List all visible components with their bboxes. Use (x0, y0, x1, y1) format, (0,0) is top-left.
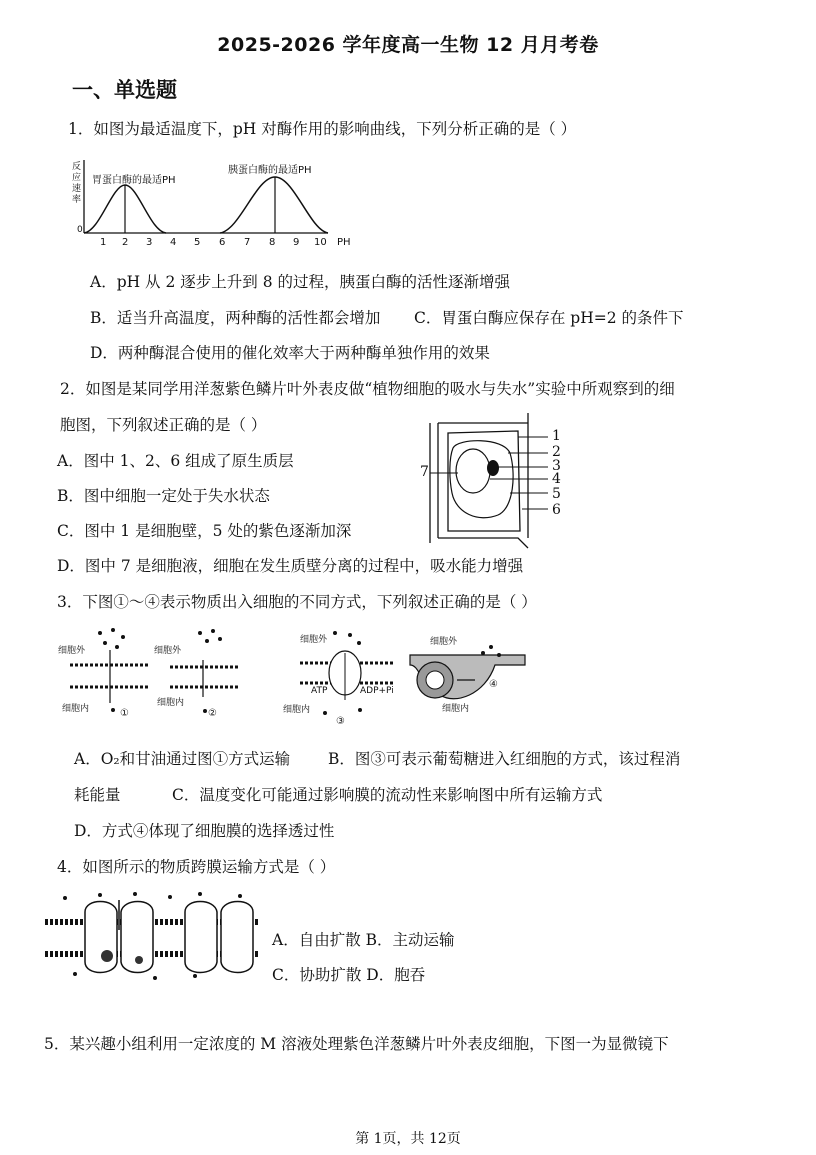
q1-tick-6: 6 (219, 237, 226, 248)
q5-stem: 5．某兴趣小组利用一定浓度的 M 溶液处理紫色洋葱鳞片叶外表皮细胞，下图一为显微镜下 (44, 1035, 669, 1053)
q1-origin: 0 (77, 225, 83, 235)
q4-options-cd: C．协助扩散 D．胞吞 (272, 966, 426, 984)
q1-tick-1: 1 (100, 237, 107, 248)
page-footer: 第 1页，共 12页 (355, 1131, 461, 1147)
q1-option-a: A．pH 从 2 逐步上升到 8 的过程，胰蛋白酶的活性逐渐增强 (90, 273, 510, 291)
q3-atp: ATP (311, 686, 328, 696)
q2-label-2: 2 (552, 444, 561, 460)
q3-option-b-line1: B．图③可表示葡萄糖进入红细胞的方式，该过程消 (328, 750, 681, 768)
q2-label-4: 4 (552, 471, 561, 487)
q2-plant-cell-figure (418, 413, 588, 548)
q1-ph-chart (60, 155, 360, 250)
q3-option-b-line2: 耗能量 (74, 786, 121, 804)
q3-inside-2: 细胞内 (157, 698, 185, 708)
q3-outside-3: 细胞外 (300, 635, 328, 645)
q1-y-label: 反 应 速 率 (72, 162, 82, 205)
q1-peak2-label: 胰蛋白酶的最适PH (228, 165, 312, 176)
q4-stem: 4．如图所示的物质跨膜运输方式是（ ） (57, 858, 336, 876)
q1-tick-8: 8 (269, 237, 276, 248)
q3-outside-2: 细胞外 (154, 646, 182, 656)
q2-stem-line1: 2．如图是某同学用洋葱紫色鳞片叶外表皮做“植物细胞的吸水与失水”实验中所观察到的细 (60, 380, 675, 398)
q3-outside-4: 细胞外 (430, 637, 458, 647)
q2-label-6: 6 (552, 502, 561, 518)
q1-tick-2: 2 (122, 237, 129, 248)
q2-option-a: A．图中 1、2、6 组成了原生质层 (57, 452, 294, 470)
q2-label-3: 3 (552, 458, 561, 474)
q1-tick-4: 4 (170, 237, 177, 248)
q2-label-5: 5 (552, 486, 561, 502)
q2-stem-line2: 胞图，下列叙述正确的是（ ） (60, 416, 267, 434)
q3-stem: 3．下图①～④表示物质出入细胞的不同方式，下列叙述正确的是（ ） (57, 593, 537, 611)
q1-stem: 1．如图为最适温度下，pH 对酶作用的影响曲线，下列分析正确的是（ ） (68, 120, 577, 138)
q3-adp: ADP+Pi (360, 686, 394, 696)
q1-tick-7: 7 (244, 237, 251, 248)
q4-options-ab: A．自由扩散 B．主动运输 (272, 931, 455, 949)
q2-option-c: C．图中 1 是细胞壁，5 处的紫色逐渐加深 (57, 522, 352, 540)
q4-membrane-figure (45, 890, 260, 980)
q1-x-unit: PH (337, 237, 351, 248)
membrane-1 (70, 628, 150, 712)
q1-option-b: B．适当升高温度，两种酶的活性都会增加 (90, 309, 381, 327)
q1-tick-5: 5 (194, 237, 201, 248)
q1-option-d: D．两种酶混合使用的催化效率大于两种酶单独作用的效果 (90, 344, 490, 362)
q1-tick-10: 10 (314, 237, 327, 248)
q3-mark-3: ③ (336, 716, 345, 727)
q3-option-c: C．温度变化可能通过影响膜的流动性来影响图中所有运输方式 (172, 786, 603, 804)
membrane-4 (410, 645, 525, 699)
q2-label-1: 1 (552, 428, 561, 444)
q1-peak1-label: 胃蛋白酶的最适PH (92, 175, 176, 186)
q2-option-d: D．图中 7 是细胞液，细胞在发生质壁分离的过程中，吸水能力增强 (57, 557, 524, 575)
q1-tick-9: 9 (293, 237, 300, 248)
section-heading: 一、单选题 (72, 78, 177, 102)
q3-outside-1: 细胞外 (58, 646, 86, 656)
q3-option-d: D．方式④体现了细胞膜的选择透过性 (74, 822, 335, 840)
q3-mark-4: ④ (489, 679, 498, 690)
q3-inside-1: 细胞内 (62, 704, 90, 714)
q1-tick-3: 3 (146, 237, 153, 248)
q3-inside-3: 细胞内 (283, 705, 311, 715)
q2-option-b: B．图中细胞一定处于失水状态 (57, 487, 270, 505)
q3-inside-4: 细胞内 (442, 704, 470, 714)
q2-label-7: 7 (420, 464, 429, 480)
q3-option-a: A．O₂和甘油通过图①方式运输 (74, 750, 291, 768)
exam-title: 2025-2026 学年度高一生物 12 月月考卷 (217, 34, 599, 56)
q3-mark-2: ② (208, 708, 217, 719)
q1-option-c: C．胃蛋白酶应保存在 pH=2 的条件下 (414, 309, 684, 327)
trypsin-curve (220, 177, 328, 233)
q3-mark-1: ① (120, 708, 129, 719)
